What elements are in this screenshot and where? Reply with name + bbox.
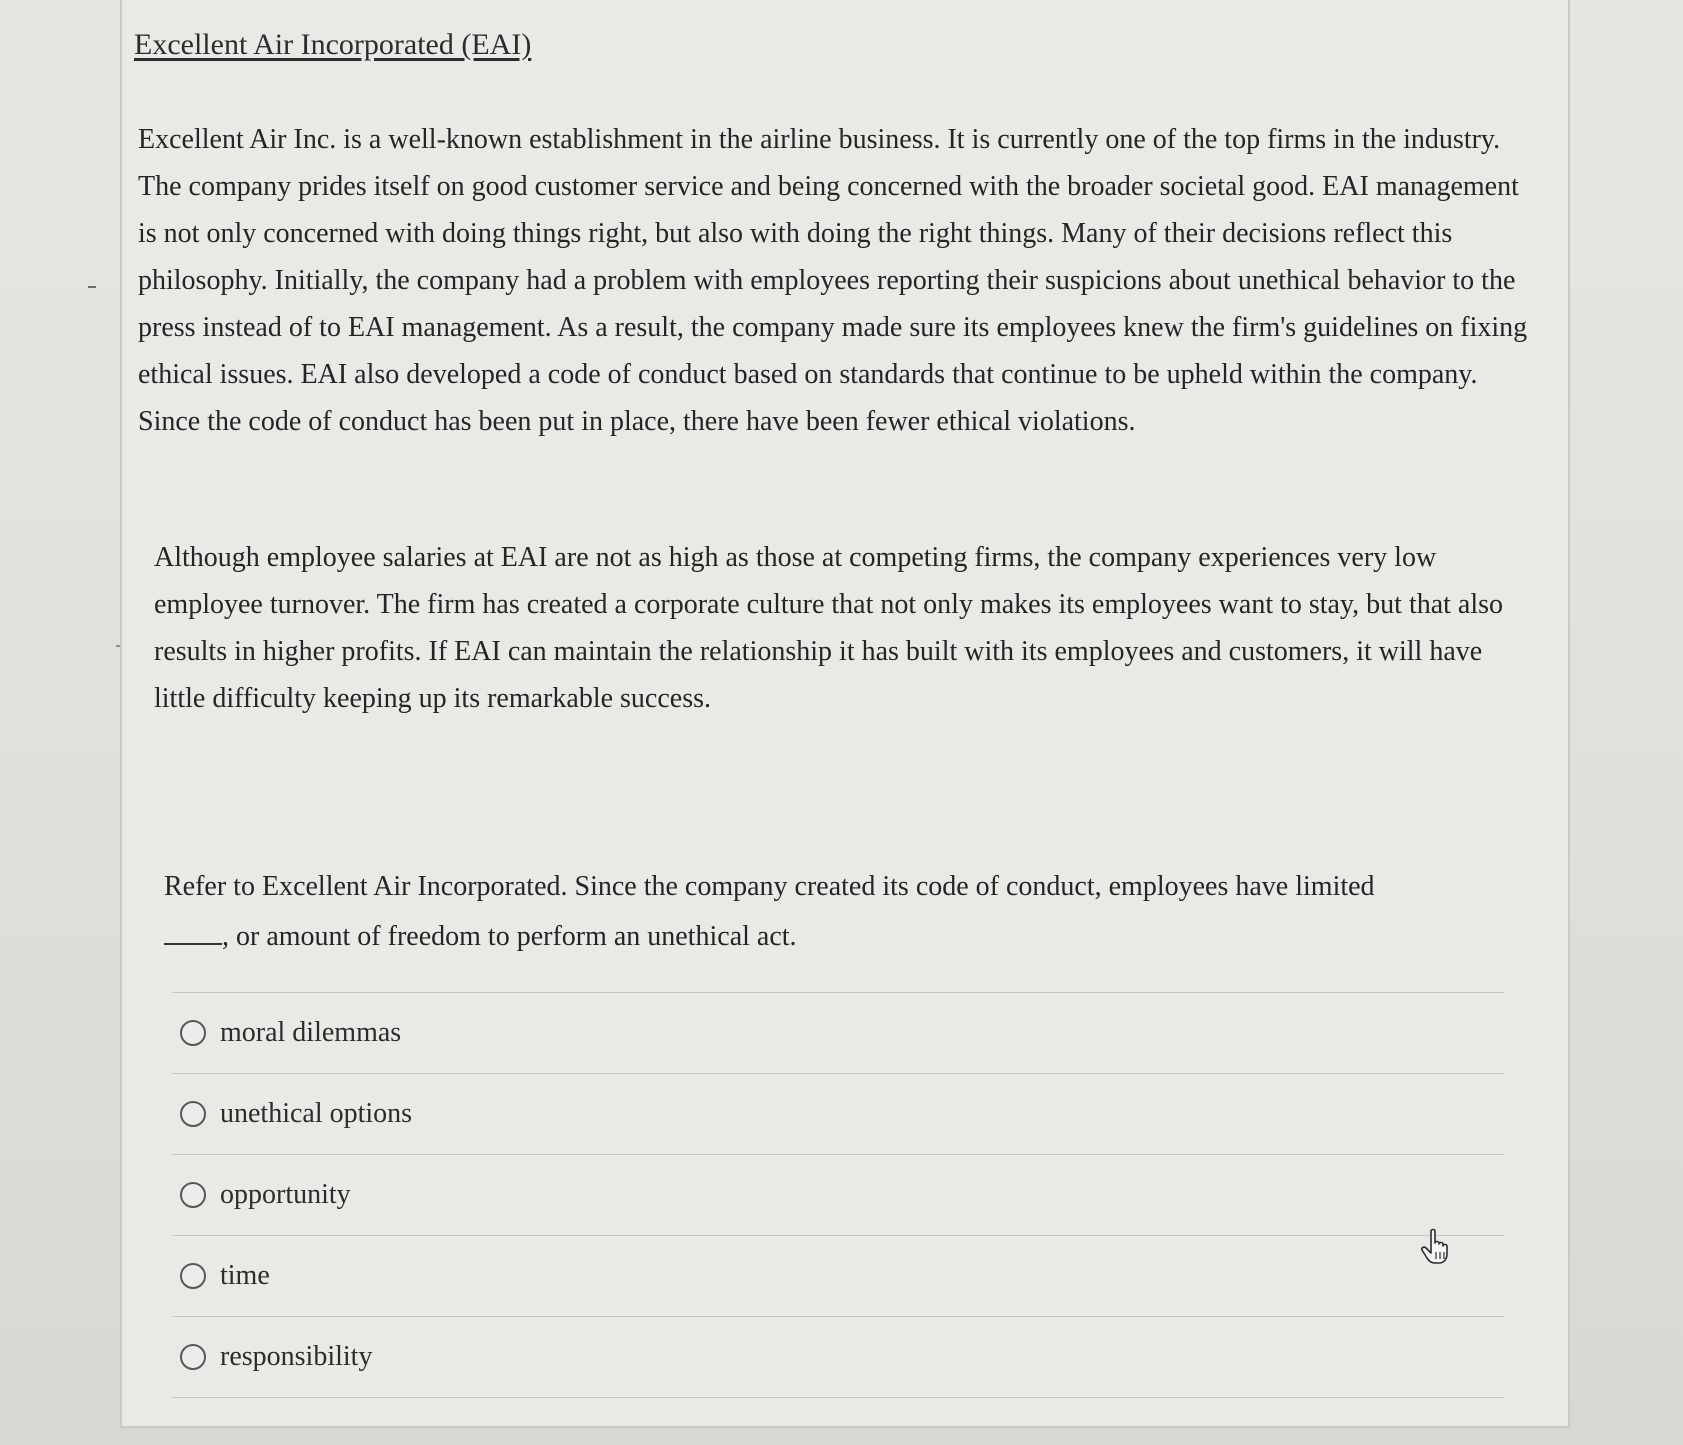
option-label: opportunity: [220, 1179, 351, 1210]
option-moral-dilemmas[interactable]: [172, 993, 1504, 1074]
option-opportunity[interactable]: [172, 1155, 1504, 1236]
radio-button[interactable]: [180, 1344, 206, 1370]
margin-tick: [88, 286, 96, 288]
case-paragraph-1: Excellent Air Inc. is a well-known establishment in the airline business. It is currently one of the top firms in the industry. The company prides itself on good customer service and being concerned with the broader societal good. EAI management is not only concerned with doing things right, but also with doing the right things. Many of their decisions reflect this philosophy. Initially, the company had a problem with employees reporting their suspicions about unethical behavior to the press instead of to EAI management. As a result, the company made sure its employees knew the firm's guidelines on fixing ethical issues. EAI also developed a code of conduct based on standards that continue to be upheld within the company. Since the code of conduct has been put in place, there have been fewer ethical violations.: [138, 124, 1528, 437]
radio-button[interactable]: [180, 1020, 206, 1046]
radio-button[interactable]: [180, 1182, 206, 1208]
option-label: responsibility: [220, 1341, 373, 1372]
answer-options: [172, 992, 1504, 1398]
answer-blank: [164, 923, 222, 945]
option-unethical-options[interactable]: [172, 1074, 1504, 1155]
option-label: moral dilemmas: [220, 1017, 402, 1048]
option-time[interactable]: [172, 1236, 1504, 1317]
option-label: unethical options: [220, 1098, 413, 1129]
case-title-link[interactable]: Excellent Air Incorporated (EAI): [134, 28, 532, 61]
question-stem-end: , or amount of freedom to perform an unethical act.: [222, 921, 797, 952]
radio-button[interactable]: [180, 1263, 206, 1289]
question-stem: Refer to Excellent Air Incorporated. Since the company created its code of conduct, employees have limited: [164, 871, 1375, 902]
hand-pointer-icon: [1420, 1228, 1454, 1264]
radio-button[interactable]: [180, 1101, 206, 1127]
case-paragraph-2: Although employee salaries at EAI are not as high as those at competing firms, the company experiences very low employee turnover. The firm has created a corporate culture that not only makes its employees want to stay, but that also results in higher profits. If EAI can maintain the relationship it has built with its employees and customers, it will have little difficulty keeping up its remarkable success.: [154, 542, 1504, 714]
option-responsibility[interactable]: [172, 1317, 1504, 1398]
question-text: [164, 862, 1494, 962]
option-label: time: [220, 1260, 270, 1291]
